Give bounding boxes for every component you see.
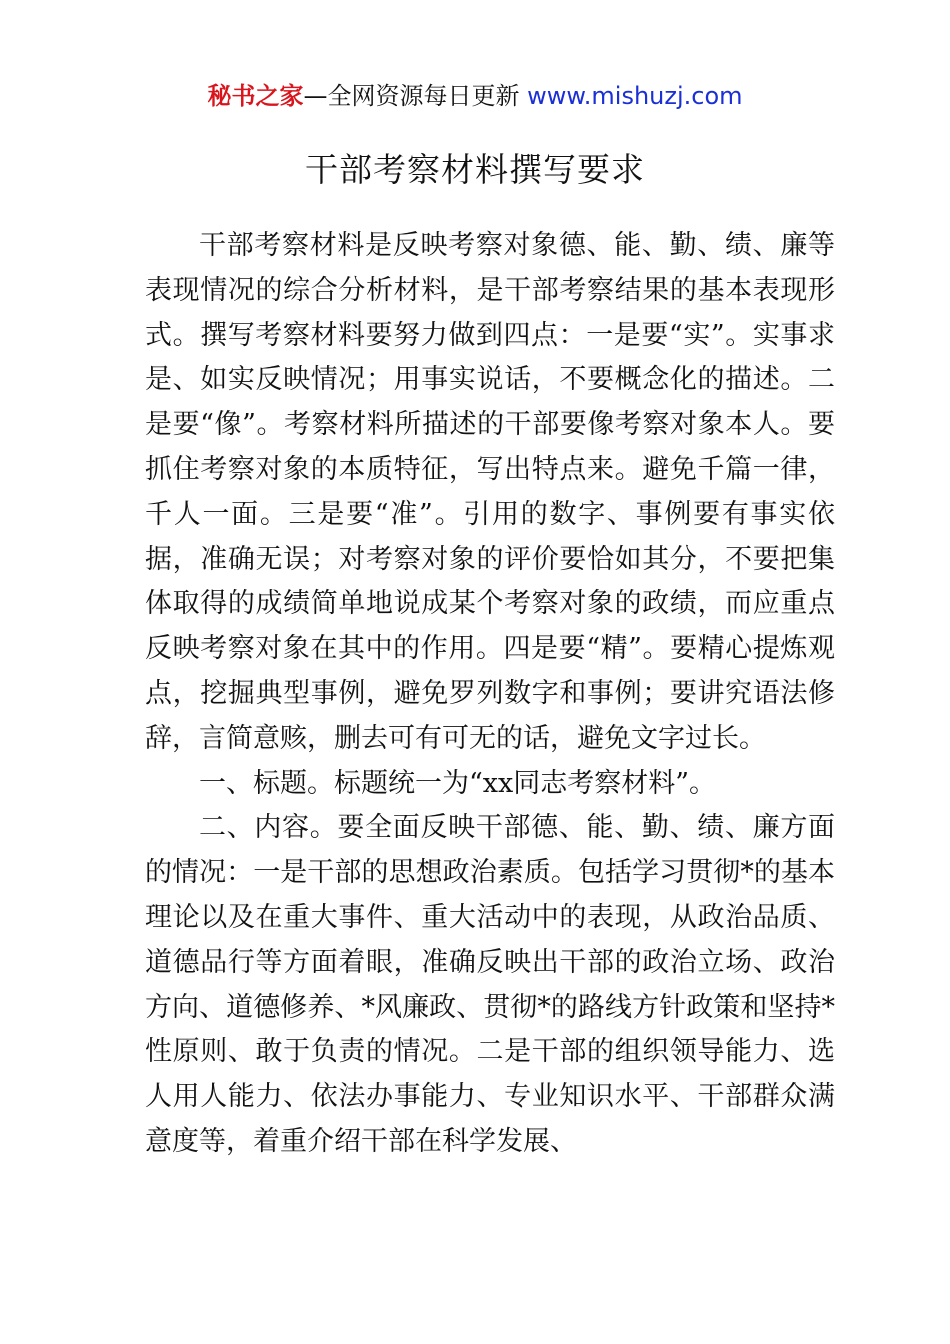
paragraph-intro: 干部考察材料是反映考察对象德、能、勤、绩、廉等表现情况的综合分析材料，是干部考察结果的基本表现形式。撰写考察材料要努力做到四点：一是要“实”。实事求是、如实反映情况；用事实说话，不要概念化的描述。二是要“像”。考察材料所描述的干部要像考察对象本人。要抓住考察对象的本质特征，写出特点来。避免千篇一律，千人一面。三是要“准”。引用的数字、事例要有事实依据，准确无误；对考察对象的评价要恰如其分，不要把集体取得的成绩简单地说成某个考察对象的政绩，而应重点反映考察对象在其中的作用。四是要“精”。要精心提炼观点，挖掘典型事例，避免罗列数字和事例；要讲究语法修辞，言简意赅，删去可有可无的话，避免文字过长。 xyxy=(145,230,835,754)
paragraph-content-rule: 二、内容。要全面反映干部德、能、勤、绩、廉方面的情况：一是干部的思想政治素质。包括学习贯彻*的基本理论以及在重大事件、重大活动中的表现，从政治品质、道德品行等方面着眼，准确反映出干部的政治立场、政治方向、道德修养、*风廉政、贯彻*的路线方针政策和坚持*性原则、敢于负责的情况。二是干部的组织领导能力、选人用人能力、依法办事能力、专业知识水平、干部群众满意度等，着重介绍干部在科学发展、 xyxy=(145,812,835,1157)
site-brand: 秘书之家 xyxy=(207,82,304,110)
document-body xyxy=(145,224,835,1165)
site-tagline: —全网资源每日更新 xyxy=(303,82,528,110)
site-url[interactable]: www.mishuzj.com xyxy=(527,82,743,110)
site-header xyxy=(0,80,950,112)
document-title: 干部考察材料撰写要求 xyxy=(305,150,645,189)
paragraph-title-rule: 一、标题。标题统一为“xx同志考察材料”。 xyxy=(199,767,717,799)
